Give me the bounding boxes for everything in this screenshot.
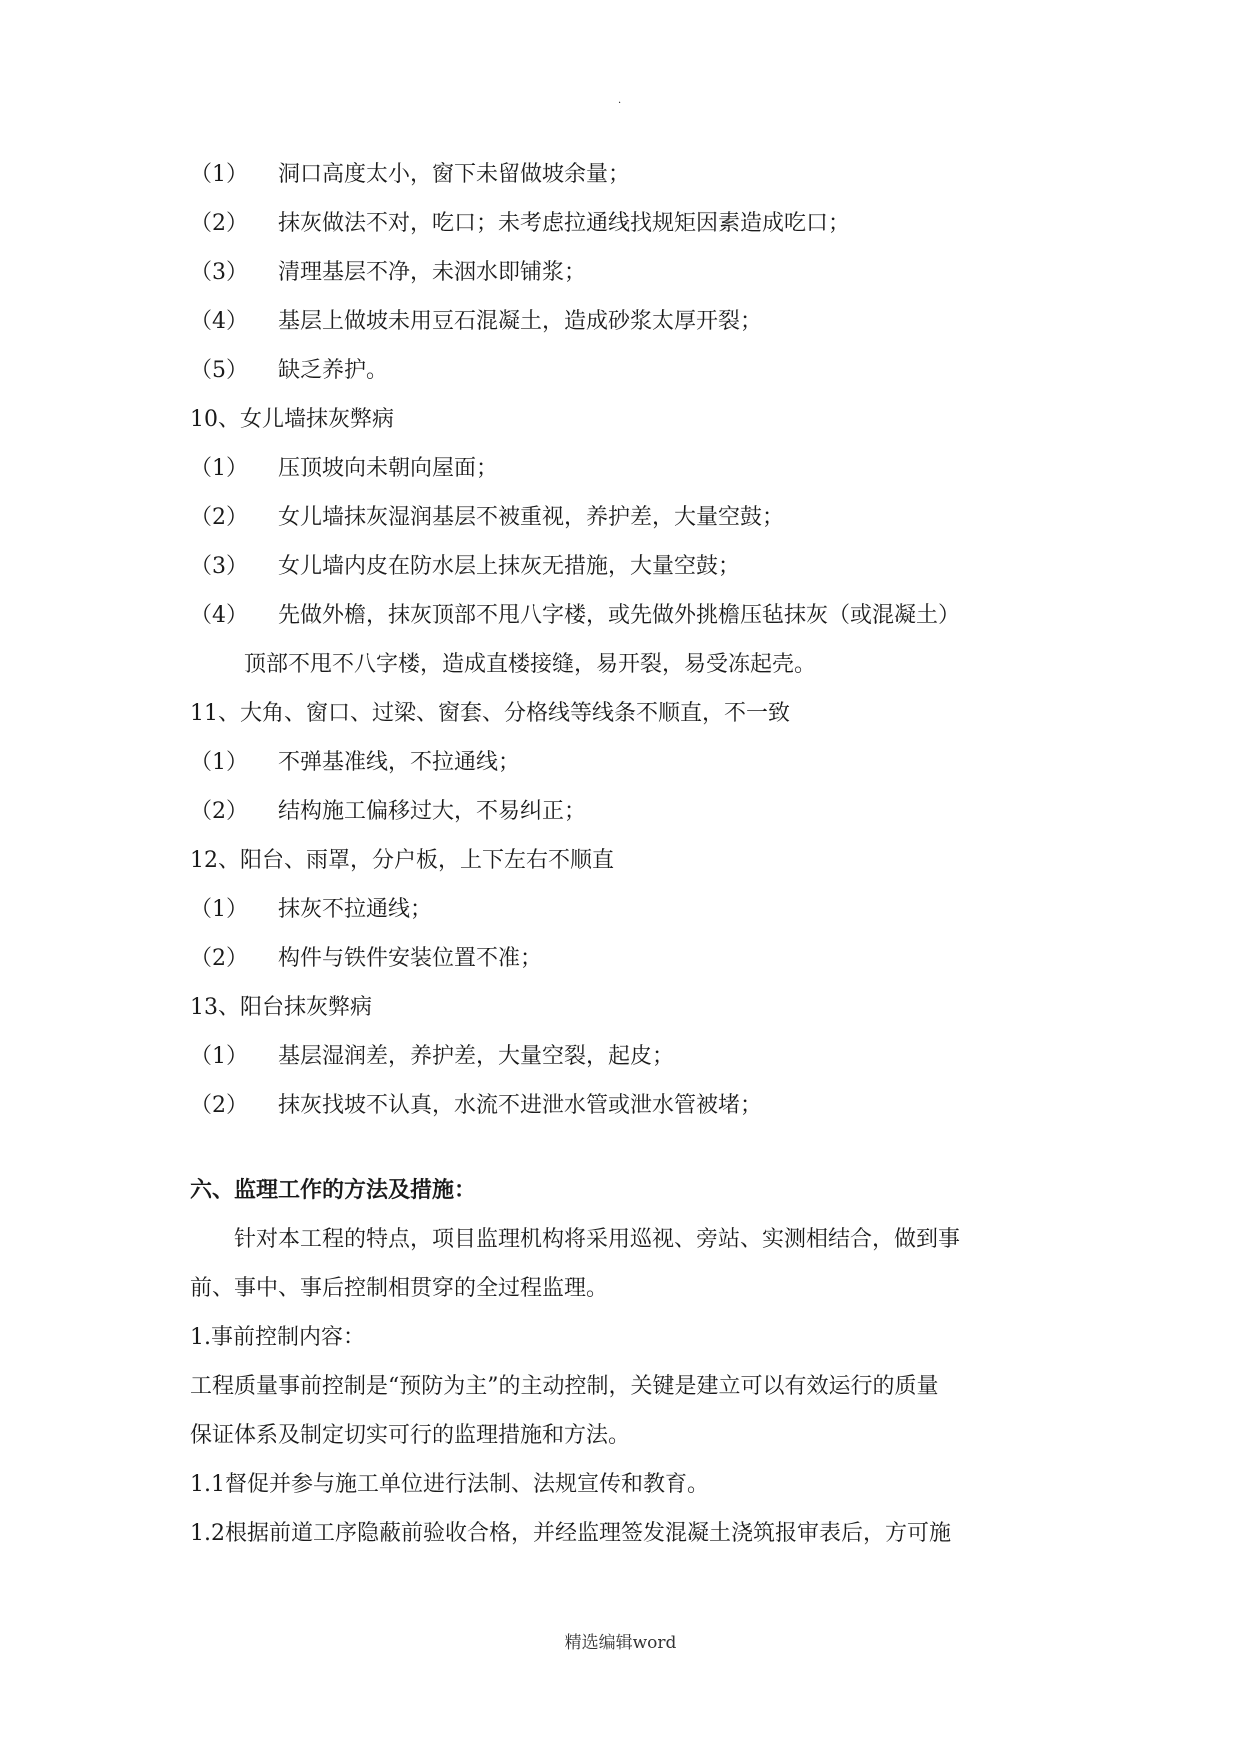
page-footer: 精选编辑word xyxy=(564,1633,677,1653)
item-text: 先做外檐，抹灰顶部不甩八字楼，或先做外挑檐压毡抹灰（或混凝土） xyxy=(278,603,961,628)
item-number: （3） xyxy=(190,554,248,579)
list-item xyxy=(190,591,1070,640)
item-number: （5） xyxy=(190,358,248,383)
item-text: 女儿墙内皮在防水层上抹灰无措施，大量空鼓； xyxy=(278,554,741,579)
section-13-title: 13、阳台抹灰弊病 xyxy=(190,995,372,1020)
item-text: 基层上做坡未用豆石混凝土，造成砂浆太厚开裂； xyxy=(278,309,763,334)
list-item xyxy=(190,738,1070,787)
paragraph-line: 前、事中、事后控制相贯穿的全过程监理。 xyxy=(190,1276,609,1301)
numbered-item: 1.1督促并参与施工单位进行法制、法规宣传和教育。 xyxy=(190,1472,709,1497)
list-item xyxy=(190,542,1070,591)
section-6-heading: 六、监理工作的方法及措施： xyxy=(190,1177,477,1203)
item-text: 不弹基准线，不拉通线； xyxy=(278,750,521,775)
item-number: （1） xyxy=(190,1044,248,1069)
item-number: （2） xyxy=(190,505,248,530)
list-item xyxy=(190,787,1070,836)
list-item xyxy=(190,199,1070,248)
item-text: 结构施工偏移过大，不易纠正； xyxy=(278,799,587,824)
item-number: （2） xyxy=(190,946,248,971)
list-item xyxy=(190,346,1070,395)
item-number: （4） xyxy=(190,309,248,334)
document-body xyxy=(190,150,1070,1558)
item-text: 女儿墙抹灰湿润基层不被重视，养护差，大量空鼓； xyxy=(278,505,785,530)
item-number: （2） xyxy=(190,1093,248,1118)
list-item xyxy=(190,444,1070,493)
item-text: 基层湿润差，养护差，大量空裂，起皮； xyxy=(278,1044,675,1069)
section-12-title: 12、阳台、雨罩，分户板，上下左右不顺直 xyxy=(190,848,614,873)
item-number: （1） xyxy=(190,897,248,922)
item-number: （3） xyxy=(190,260,248,285)
item-number: （1） xyxy=(190,750,248,775)
item-number: （2） xyxy=(190,799,248,824)
list-item xyxy=(190,150,1070,199)
item-text: 抹灰做法不对，吃口；未考虑拉通线找规矩因素造成吃口； xyxy=(278,211,851,236)
item-text: 抹灰不拉通线； xyxy=(278,897,433,922)
page-mark: . xyxy=(618,95,622,106)
list-item xyxy=(190,297,1070,346)
item-text: 缺乏养护。 xyxy=(278,358,389,383)
item-number: （2） xyxy=(190,211,248,236)
list-item xyxy=(190,934,1070,983)
paragraph-line: 工程质量事前控制是“预防为主”的主动控制，关键是建立可以有效运行的质量 xyxy=(190,1374,939,1399)
list-item xyxy=(190,493,1070,542)
item-continuation: 顶部不甩不八字楼，造成直楼接缝，易开裂，易受冻起壳。 xyxy=(244,652,817,677)
paragraph-line: 保证体系及制定切实可行的监理措施和方法。 xyxy=(190,1423,631,1448)
section-10-title: 10、女儿墙抹灰弊病 xyxy=(190,407,394,432)
item-text: 清理基层不净，未洇水即铺浆； xyxy=(278,260,587,285)
item-text: 洞口高度太小，窗下未留做坡余量； xyxy=(278,162,631,187)
item-number: （4） xyxy=(190,603,248,628)
item-number: （1） xyxy=(190,162,248,187)
list-item xyxy=(190,1032,1070,1081)
section-11-title: 11、大角、窗口、过梁、窗套、分格线等线条不顺直，不一致 xyxy=(190,701,790,726)
numbered-item: 1.2根据前道工序隐蔽前验收合格，并经监理签发混凝土浇筑报审表后，方可施 xyxy=(190,1521,951,1546)
subsection-title: 1.事前控制内容： xyxy=(190,1325,365,1350)
item-text: 构件与铁件安装位置不准； xyxy=(278,946,543,971)
list-item xyxy=(190,248,1070,297)
list-item xyxy=(190,885,1070,934)
item-text: 压顶坡向未朝向屋面； xyxy=(278,456,499,481)
item-number: （1） xyxy=(190,456,248,481)
list-item xyxy=(190,1081,1070,1130)
paragraph-line: 针对本工程的特点，项目监理机构将采用巡视、旁站、实测相结合，做到事 xyxy=(234,1227,961,1252)
item-text: 抹灰找坡不认真，水流不进泄水管或泄水管被堵； xyxy=(278,1093,763,1118)
